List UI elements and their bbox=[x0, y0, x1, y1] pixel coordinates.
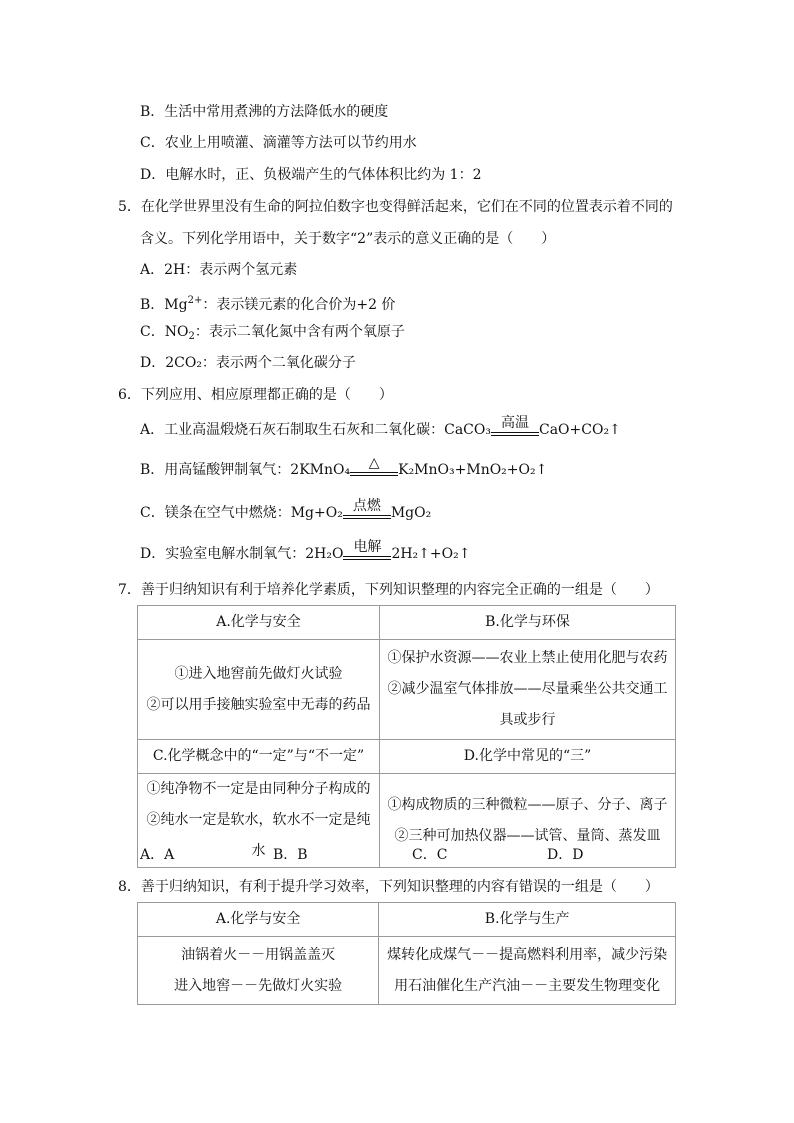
q7-table bbox=[137, 605, 676, 868]
q4-option-c: C．农业上用喷灌、滴灌等方法可以节约用水 bbox=[140, 135, 417, 151]
q8-cell-a bbox=[138, 937, 379, 1005]
q8-stem: 8．善于归纳知识，有利于提升学习效率，下列知识整理的内容有错误的一组是（ ） bbox=[118, 879, 659, 895]
q6-option-b: B．用高锰酸钾制氧气：2KMnO₄ △ K₂MnO₃+MnO₂+O₂↑ bbox=[140, 455, 548, 478]
q7-d-line2: ②三种可加热仪器——试管、量筒、蒸发皿 bbox=[394, 827, 661, 844]
q5-stem-line2: 含义。下列化学用语中，关于数字“2”表示的意义正确的是（ ） bbox=[140, 231, 556, 247]
q6-option-c: C．镁条在空气中燃烧：Mg+O₂ 点燃 MgO₂ bbox=[140, 498, 432, 521]
q4-option-d: D．电解水时，正、负极端产生的气体体积比约为 1：2 bbox=[140, 167, 482, 183]
q6-stem: 6．下列应用、相应原理都正确的是（ ） bbox=[118, 387, 393, 403]
q7-b-line3: 具或步行 bbox=[499, 712, 556, 728]
q7-stem: 7．善于归纳知识有利于培养化学素质，下列知识整理的内容完全正确的一组是（ ） bbox=[118, 582, 659, 598]
q7-answer-d: D．D bbox=[547, 847, 584, 863]
q7-c-line1: ①纯净物不一定是由同种分子构成的 bbox=[146, 781, 371, 797]
q4-option-b: B．生活中常用煮沸的方法降低水的硬度 bbox=[140, 104, 389, 120]
reaction-arrow: 高温 bbox=[491, 420, 539, 440]
q7-cell-b bbox=[380, 640, 676, 740]
q7-b-line2: ②减少温室气体排放——尽量乘坐公共交通工 bbox=[387, 681, 668, 697]
q7-d-line1: ①构成物质的三种微粒——原子、分子、离子 bbox=[387, 796, 668, 813]
reaction-arrow: △ bbox=[350, 460, 398, 480]
q8-a-line1: 油锅着火－－用锅盖盖灭 bbox=[181, 946, 336, 963]
q6-option-d: D．实验室电解水制氧气：2H₂O 电解 2H₂↑+O₂↑ bbox=[140, 539, 471, 562]
q5-option-a: A．2H：表示两个氢元素 bbox=[140, 262, 298, 278]
q7-header-c: C.化学概念中的“一定”与“不一定” bbox=[138, 740, 380, 774]
q7-c-line2: ②纯水一定是软水，软水不一定是纯水 bbox=[146, 812, 371, 859]
q8-b-line2: 用石油催化生产汽油－－主要发生物理变化 bbox=[394, 977, 661, 994]
q8-table bbox=[137, 902, 676, 1005]
q5-stem-line1: 5．在化学世界里没有生命的阿拉伯数字也变得鲜活起来，它们在不同的位置表示着不同的 bbox=[118, 199, 673, 215]
q7-cell-a bbox=[138, 640, 380, 740]
reaction-arrow: 点燃 bbox=[343, 503, 391, 523]
q7-answer-a: A．A bbox=[140, 847, 175, 863]
q5-option-c: C．$NO_2$：表示二氧化氮中含有两个氧原子 bbox=[140, 324, 405, 342]
q8-header-b: B.化学与生产 bbox=[379, 903, 676, 937]
q8-cell-b bbox=[379, 937, 676, 1005]
q7-a-line1: ①进入地窖前先做灯火试验 bbox=[174, 665, 343, 682]
q7-answer-options bbox=[140, 845, 600, 865]
q8-b-line1: 煤转化成煤气－－提高燃料利用率，减少污染 bbox=[387, 946, 668, 963]
q8-header-a: A.化学与安全 bbox=[138, 903, 379, 937]
q5-option-b: B．$Mg^{2+}$：表示镁元素的化合价为+2 价 bbox=[140, 295, 396, 313]
q8-a-line2: 进入地窖－－先做灯火实验 bbox=[174, 977, 343, 994]
q7-header-a: A.化学与安全 bbox=[138, 606, 380, 640]
q7-answer-b: B．B bbox=[273, 847, 308, 863]
q6-option-a: A．工业高温煅烧石灰石制取生石灰和二氧化碳：CaCO₃ 高温 CaO+CO₂↑ bbox=[140, 415, 621, 438]
q7-header-d: D.化学中常见的“三” bbox=[380, 740, 676, 774]
q7-answer-c: C．C bbox=[412, 847, 448, 863]
q7-header-b: B.化学与环保 bbox=[380, 606, 676, 640]
q7-a-line2: ②可以用手接触实验室中无毒的药品 bbox=[146, 696, 371, 713]
q7-b-line1: ①保护水资源——农业上禁止使用化肥与农药 bbox=[387, 650, 668, 666]
q5-option-d: D．2CO₂：表示两个二氧化碳分子 bbox=[140, 355, 356, 371]
reaction-arrow: 电解 bbox=[343, 544, 391, 564]
